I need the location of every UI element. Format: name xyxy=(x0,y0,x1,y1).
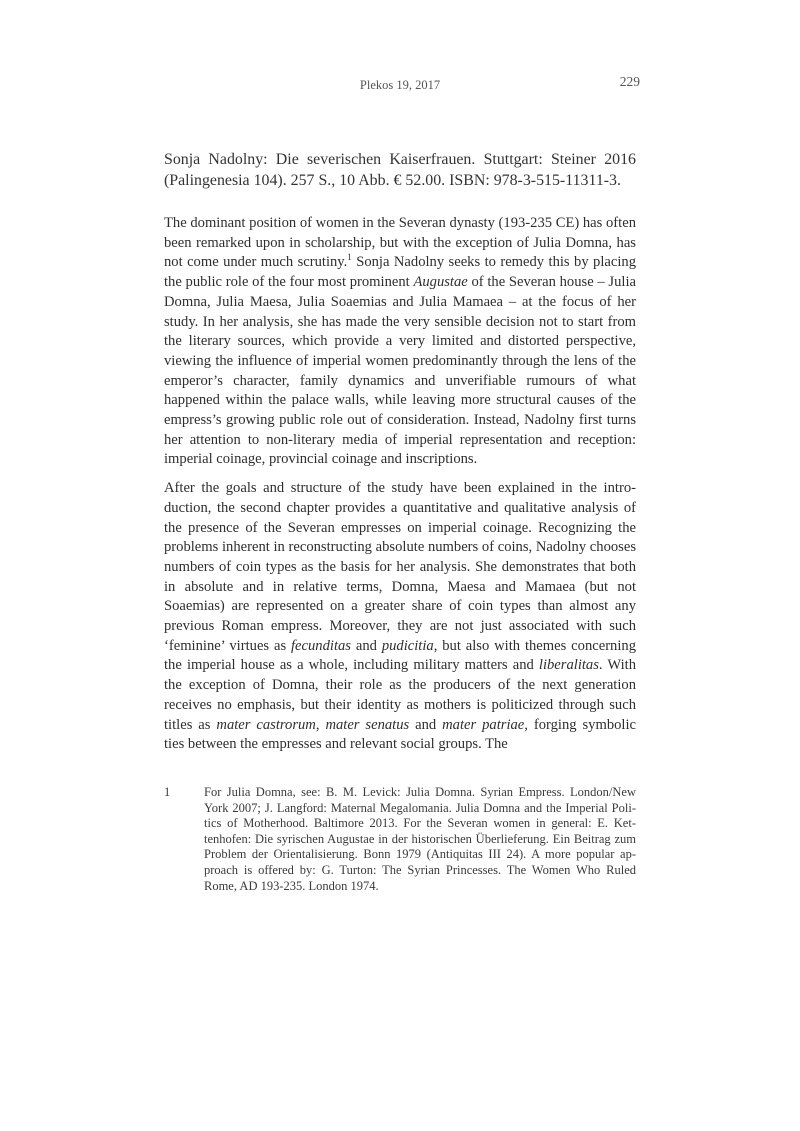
paragraph-2-text-d: . With the exception of Domna, their role as the producers of the next generation receives no emphasis, but their identity as mothers is politicized through such titles as xyxy=(164,657,636,733)
italic-term: Augustae xyxy=(413,274,468,291)
paragraph-2-text-c: , but also with themes concerning the imperial house as a whole, including military matters and xyxy=(164,637,636,674)
page-number: 229 xyxy=(619,74,640,89)
italic-term: mater patriae xyxy=(442,716,525,733)
review-body xyxy=(164,214,636,755)
footnote-reference[interactable]: 1 xyxy=(347,252,352,263)
paragraph-1 xyxy=(164,214,636,470)
paragraph-2 xyxy=(164,479,636,755)
running-header xyxy=(0,74,800,94)
journal-issue: Plekos 19, 2017 xyxy=(359,78,441,92)
review-heading: Sonja Nadolny: Die severischen Kaiserfrauen. Stuttgart: Steiner 2016 (Palingenesia 104). 257 S., 10 Abb. € 52.00. ISBN: 978-3-515-11311-3. xyxy=(164,151,636,189)
paragraph-1-text-b: Sonja Nadolny seeks to remedy this by placing the public role of the four most prominent xyxy=(164,254,636,291)
paragraph-2-text-f: and xyxy=(409,716,443,733)
italic-term: mater senatus xyxy=(325,716,410,733)
paragraph-1-text-c: of the Severan house – Julia Domna, Julia Maesa, Julia Soaemias and Julia Mamaea – at the focus of her study. In her analysis, she has made the very sensible decision not to start from the literary sources, which provide a very limited and distorted perspective, viewing the influence of imperial women predominantly through the lens of the emperor’s character, family dynamics and unverifiable rumours of what happened within the palace walls, while leaving more structural causes of the empress’s growing public role out of consideration. Instead, Nadolny first turns her attention to non-literary media of imperial representation and reception: imperial coinage, provincial coinage and inscriptions. xyxy=(164,274,636,468)
footnote-text: For Julia Domna, see: B. M. Levick: Julia Domna. Syrian Empress. London/New York 2007; J. Langford: Maternal Megalomania. Julia Domna and the Imperial Politics of Motherhood. Baltimore 2013. For the Severan women in general: E. Kettenhofen: Die syrischen Augustae in der historischen Überlieferung. Ein Beitrag zum Problem der Orientalisierung. Bonn 1979 (Antiquitas III 24). A more popular approach is offered by: G. Turton: The Syrian Princesses. The Women Who Ruled Rome, AD 193-235. London 1974. xyxy=(204,785,636,893)
paragraph-2-text-g: , forging symbolic ties between the empresses and relevant social groups. The xyxy=(164,716,636,753)
main-text xyxy=(164,149,636,764)
paragraph-1-text-a: The dominant position of women in the Severan dynasty (193-235 CE) has often been remarked upon in scholarship, but with the exception of Julia Domna, has not come under much scrutiny. xyxy=(164,215,636,271)
footnote-1 xyxy=(164,785,636,894)
italic-term: pudicitia xyxy=(381,637,434,654)
paragraph-2-text-a: After the goals and structure of the study have been explained in the introduction, the second chapter provides a quantitative and qualitative analysis of the presence of the Severan empresses on imperial coinage. Recognizing the problems inherent in reconstructing absolute numbers of coins, Nadolny chooses numbers of coin types as the basis for her analysis. She demonstrates that both in absolute and in relative terms, Domna, Maesa and Mamaea (but not Soaemias) are represented on a greater share of coin types than almost any previous Roman empress. Moreover, they are not just associated with such ‘feminine’ virtues as xyxy=(164,480,636,654)
footnote-number: 1 xyxy=(164,785,171,799)
paragraph-2-text-e: , xyxy=(315,716,326,733)
italic-term: liberalitas xyxy=(538,657,599,674)
footnotes xyxy=(164,785,636,894)
paragraph-2-text-b: and xyxy=(351,637,382,654)
italic-term: mater castrorum xyxy=(216,716,316,733)
italic-term: fecunditas xyxy=(291,637,351,654)
